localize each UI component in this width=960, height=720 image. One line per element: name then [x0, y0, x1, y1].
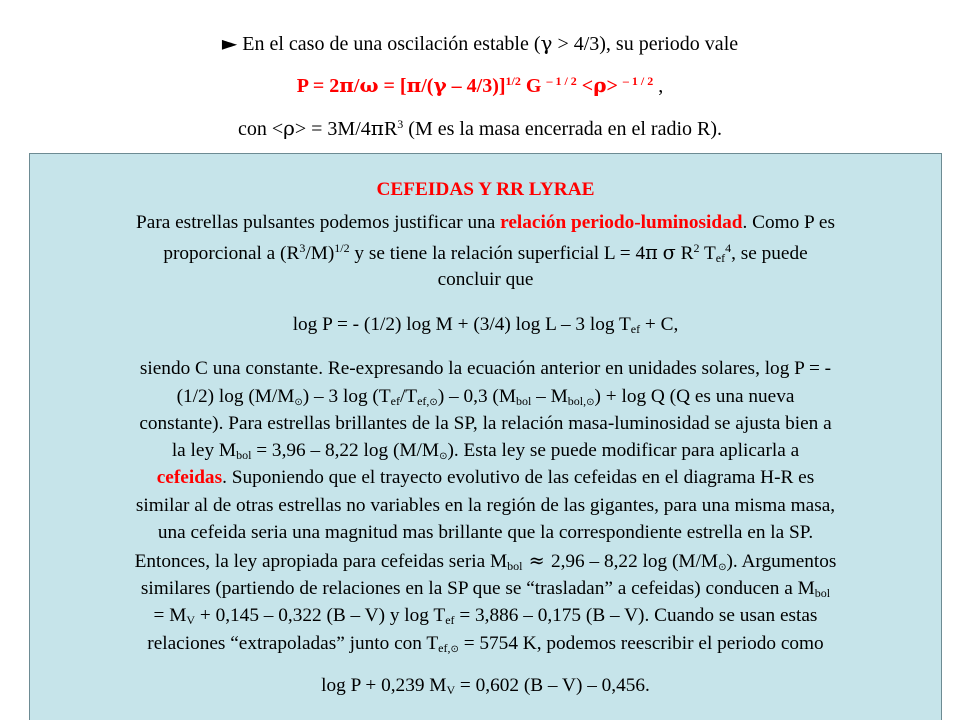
box-p2-line6: similar al de otras estrellas no variables en la región de las gigantes, para una misma masa,	[135, 495, 836, 516]
intro-line-3: con $<\rho> = 3M/4\pi R^3$ (M es la masa encerrada en el radio R).	[237, 116, 723, 140]
sun-symbol: ⊙	[718, 562, 727, 573]
equation-1: log P = - (1/2) log M + (3/4) log L – 3 $\log T_{ef} + C$,	[292, 314, 679, 336]
highlight-relation: relación periodo-luminosidad	[500, 212, 743, 233]
box-p1-line1: Para estrellas pulsantes podemos justificar una relación periodo-luminosidad. Como P es	[136, 212, 835, 233]
box-title: CEFEIDAS Y RR LYRAE	[376, 179, 595, 200]
box-p2-line2: (1/2) $\log (M/M_⊙) - 3$ $\log (T_{ef}/T_{ef,⊙}) - 0,3$ $(M_{bol} - M_{bol,⊙}) + \log Q$ (Q es una nueva	[176, 386, 795, 408]
sun-symbol: ⊙	[439, 451, 448, 462]
bullet-icon: ►	[221, 31, 238, 55]
box-p2-line9: similares (partiendo de relaciones en la SP que se “trasladan” a cefeidas) conducen a $M_{bol}$	[140, 578, 831, 600]
box-p2-line10: = $M_V + 0,145 - 0,322$ (B – V) y $\log T_{ef} = 3,886 - 0,175$ (B – V). Cuando se usan estas	[153, 605, 818, 627]
box-p2-line8: Entonces, la ley apropiada para cefeidas seria $M_{bol} \approx 2,96 - 8,22$ $\log (M/M_⊙)$. Argumentos	[134, 549, 837, 573]
cepheids-box	[29, 153, 942, 720]
highlight-cefeidas: cefeidas	[156, 467, 223, 488]
box-p2-line1: siendo C una constante. Re-expresando la ecuación anterior en unidades solares, log P = -	[139, 358, 832, 379]
box-p2-line11: relaciones “extrapoladas” junto con $T_{ef,⊙} = 5754$ K, podemos reescribir el periodo como	[147, 633, 824, 655]
box-p1-line3: concluir que	[437, 269, 534, 290]
equation-2: log P + 0,239 $M_V = 0,602$ (B – V) – 0,456.	[321, 675, 650, 697]
sun-symbol: ⊙	[450, 644, 459, 655]
sun-symbol: ⊙	[429, 397, 438, 408]
sun-symbol: ⊙	[586, 397, 595, 408]
box-p2-line3: constante). Para estrellas brillantes de la SP, la relación masa-luminosidad se ajusta bien a	[139, 413, 832, 434]
sun-symbol: ⊙	[294, 397, 303, 408]
period-formula: P = 2π/ω = [π/(γ – 4/3)]$^{1/2}$ G $^{- 1 / 2}$ <ρ> $^{- 1 / 2}$ ,	[296, 73, 664, 97]
box-p2-line7: una cefeida seria una magnitud mas brillante que la correspondiente estrella en la SP.	[157, 522, 814, 543]
box-p2-line4: la ley $M_{bol} = 3,96 - 8,22$ $\log (M/M_⊙)$. Esta ley se puede modificar para aplicarla a	[171, 440, 800, 462]
box-p2-line5: cefeidas. Suponiendo que el trayecto evolutivo de las cefeidas en el diagrama H-R es	[156, 467, 815, 488]
box-p1-line2: proporcional a $(R^3/M)^{1/2}$ y se tiene la relación superficial L = 4π σ $R^2$ $T_{ef}^4$, se puede	[163, 241, 808, 265]
intro-line-1: ► En el caso de una oscilación estable (γ > 4/3), su periodo vale	[221, 31, 739, 55]
